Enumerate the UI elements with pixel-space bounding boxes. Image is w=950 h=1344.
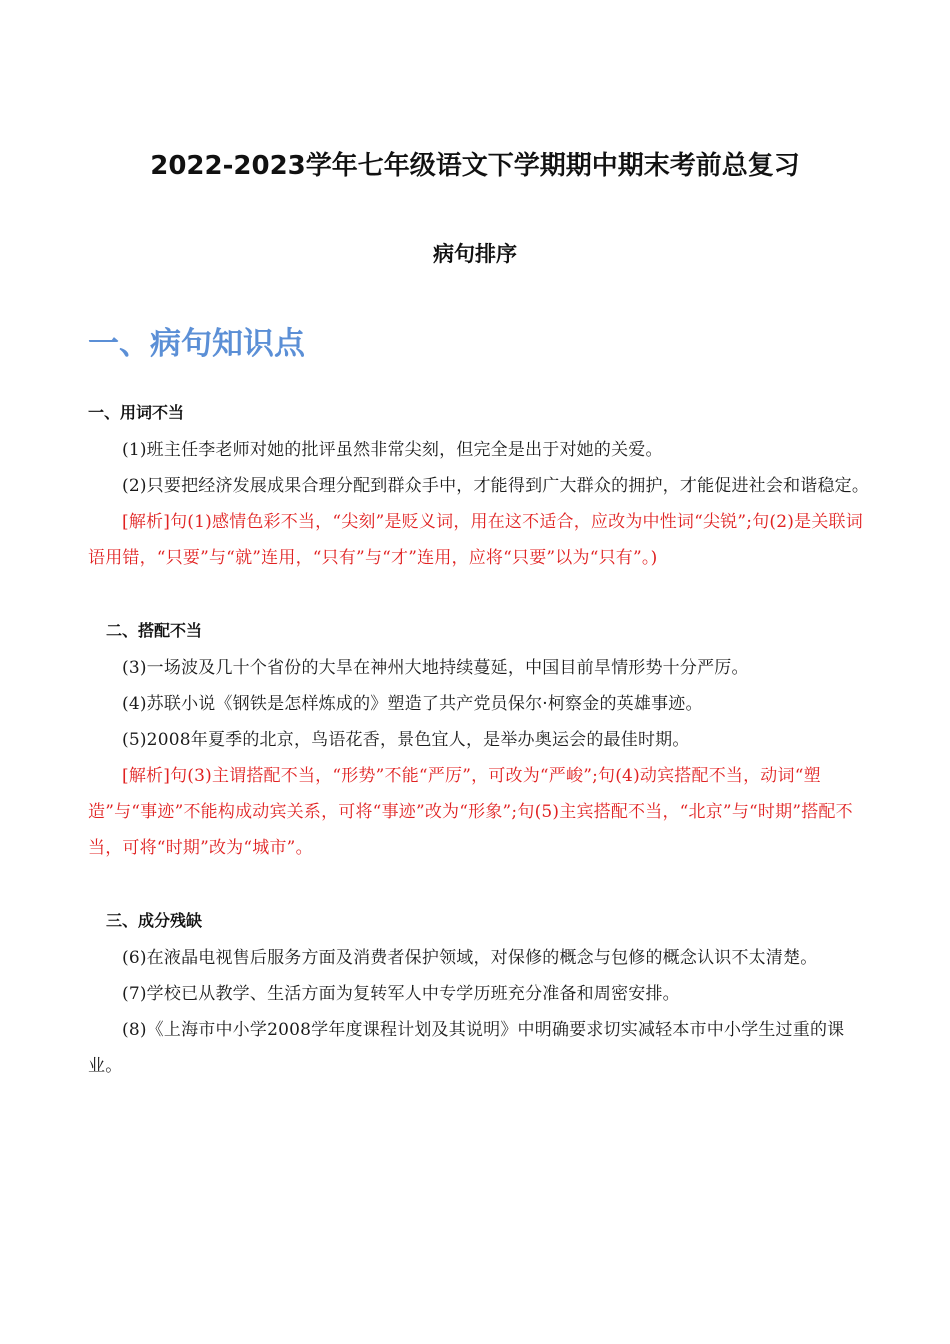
example-sentence-5: (5)2008年夏季的北京，鸟语花香，景色宜人，是举办奥运会的最佳时期。 bbox=[122, 730, 690, 750]
section-heading: 一、病句知识点 bbox=[88, 326, 305, 362]
analysis-word-usage: [解析]句(1)感情色彩不当，“尖刻”是贬义词，用在这不适合，应改为中性词“尖锐”;句(2)是关联词语用错，“只要”与“就”连用，“只有”与“才”连用，应将“只要”以为“只有”。) bbox=[88, 512, 863, 568]
sub-heading-word-usage: 一、用词不当 bbox=[88, 403, 185, 422]
example-sentence-2: (2)只要把经济发展成果合理分配到群众手中，才能得到广大群众的拥护，才能促进社会和谐稳定。 bbox=[122, 476, 870, 496]
sub-heading-collocation: 二、搭配不当 bbox=[106, 621, 203, 640]
section-missing-components bbox=[88, 910, 870, 1084]
content-body bbox=[88, 402, 870, 1128]
example-sentence-3: (3)一场波及几十个省份的大旱在神州大地持续蔓延，中国目前旱情形势十分严厉。 bbox=[122, 658, 749, 678]
document-subtitle: 病句排序 bbox=[433, 242, 517, 266]
section-word-usage bbox=[88, 402, 870, 576]
analysis-collocation: [解析]句(3)主谓搭配不当，“形势”不能“严厉”，可改为“严峻”;句(4)动宾搭配不当，动词“塑造”与“事迹”不能构成动宾关系，可将“事迹”改为“形象”;句(5)主宾搭配不当，“北京”与“时期”搭配不当，可将“时期”改为“城市”。 bbox=[88, 766, 853, 858]
example-sentence-1: (1)班主任李老师对她的批评虽然非常尖刻，但完全是出于对她的关爱。 bbox=[122, 440, 663, 460]
example-sentence-8: (8)《上海市中小学2008学年度课程计划及其说明》中明确要求切实减轻本市中小学生过重的课业。 bbox=[88, 1020, 845, 1076]
document-title: 2022-2023学年七年级语文下学期期中期末考前总复习 bbox=[150, 151, 800, 181]
example-sentence-4: (4)苏联小说《钢铁是怎样炼成的》塑造了共产党员保尔·柯察金的英雄事迹。 bbox=[122, 694, 703, 714]
example-sentence-6: (6)在液晶电视售后服务方面及消费者保护领域，对保修的概念与包修的概念认识不太清楚。 bbox=[122, 948, 818, 968]
example-sentence-7: (7)学校已从教学、生活方面为复转军人中专学历班充分准备和周密安排。 bbox=[122, 984, 680, 1004]
section-collocation bbox=[88, 620, 870, 866]
sub-heading-missing-components: 三、成分残缺 bbox=[106, 911, 203, 930]
